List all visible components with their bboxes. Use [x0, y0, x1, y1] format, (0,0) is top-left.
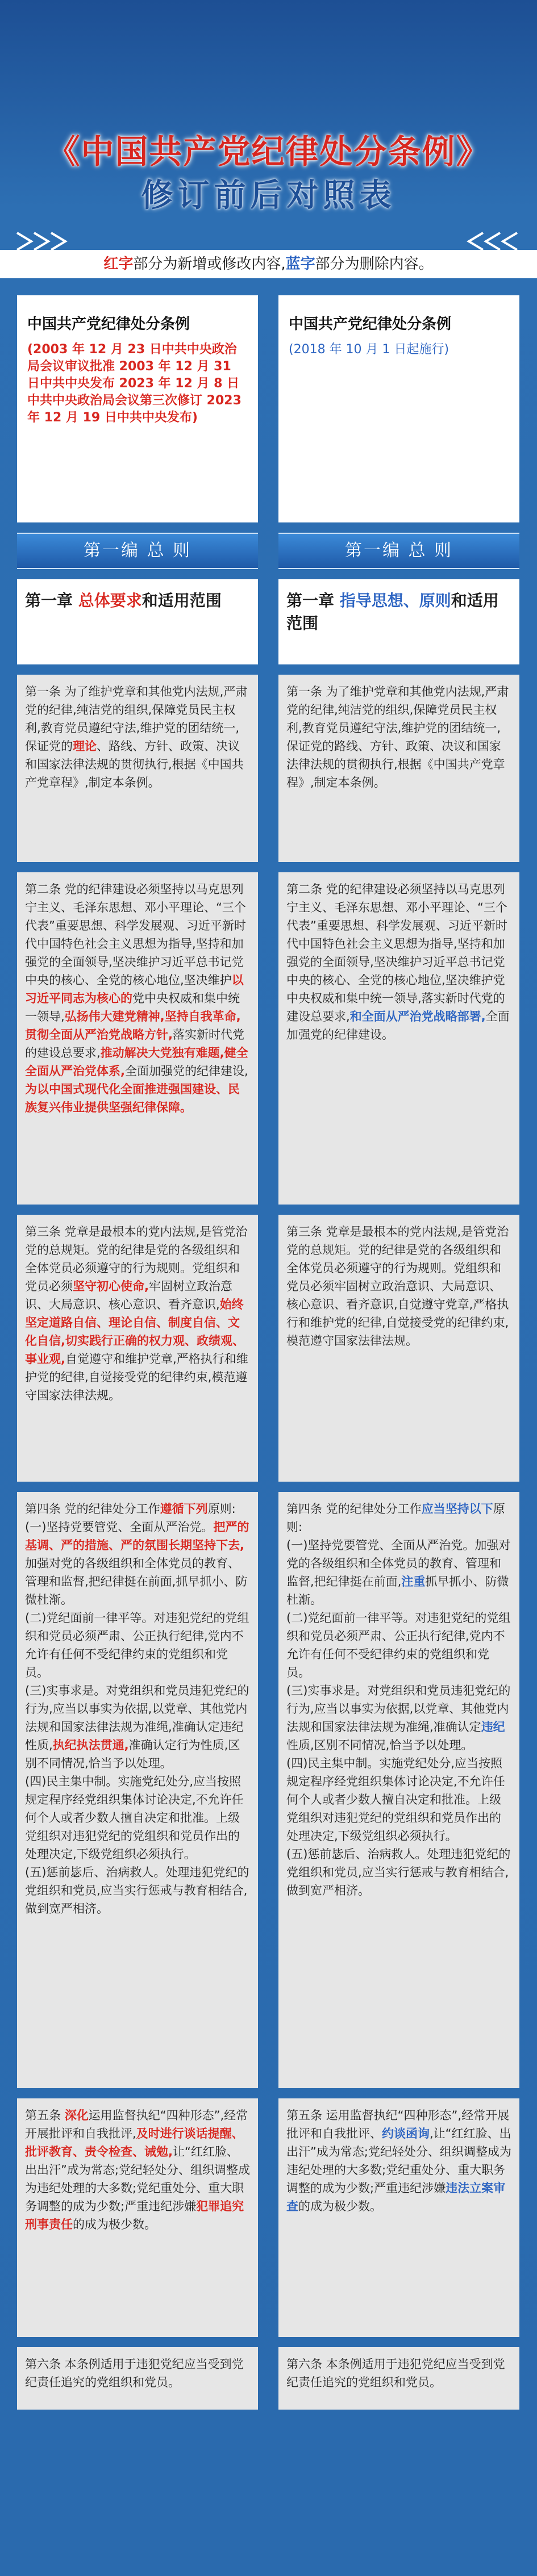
article-text: 原则:	[286, 1502, 505, 1534]
chapter-changed: 总体要求	[78, 591, 142, 610]
article-1	[17, 675, 258, 862]
chapter-rest: 和适用范围	[141, 591, 222, 610]
chapter-title	[278, 579, 519, 664]
article-added: 犯罪追究刑事责任	[25, 2199, 244, 2231]
column-heading: 中国共产党纪律处分条例	[27, 316, 190, 333]
article-added: 推动解决大党独有难题,健全全面从严治党体系,	[25, 1046, 248, 1078]
article-text: 第二条 党的纪律建设必须坚持以马克思列宁主义、毛泽东思想、邓小平理论、“三个代表”重要思想、科学发展观、习近平新时代中国特色社会主义思想为指导,坚持和加强党的全面领导,坚决维护习近平总书记党中央的核心、全党的核心地位,坚决维护	[25, 883, 246, 987]
column-subheading: (2003 年 12 月 23 日中共中央政治局会议审议批准 2003 年 12 月 31 日中共中央发布 2023 年 12 月 8 日中共中央政治局会议第三次修订 2023 年 12 月 19 日中共中央发布)	[27, 342, 242, 425]
article-text: (四)民主集中制。实施党纪处分,应当按照规定程序经党组织集体讨论决定,不允许任何个人或者少数人擅自决定和批准。上级党组织对违犯党纪的党组织和党员作出的处理决定,下级党组织必须执行。	[286, 1757, 505, 1843]
article-3	[278, 1215, 519, 1482]
article-text: 的成为极少数。	[73, 2218, 156, 2231]
legend-text: 部分为新增或修改内容,	[133, 256, 286, 273]
chapter-rest: 和适用范围	[286, 591, 499, 633]
column-revised	[17, 295, 258, 2410]
article-text: (一)坚持党要管党、全面从严治党。	[25, 1520, 214, 1534]
article-text: 落实新时代党的建设总要求,	[25, 1028, 244, 1060]
article-text: 第一条 为了维护党章和其他党内法规,严肃党的纪律,纯洁党的组织,保障党员民主权利,教育党员遵纪守法,维护党的团结统一,保证党的	[25, 685, 248, 753]
article-added: 坚守初心使命,	[73, 1279, 149, 1293]
chapter-prefix: 第一章	[286, 591, 340, 610]
article-5	[17, 2098, 258, 2337]
column-original	[278, 295, 519, 2410]
article-text: (三)实事求是。对党组织和党员违犯党纪的行为,应当以事实为依据,以党章、其他党内法规和国家法律法规为准绳,准确认定违纪性质,	[25, 1684, 249, 1752]
article-removed: 违法立案审查	[286, 2181, 506, 2213]
legend-notice	[0, 250, 537, 278]
page-title: 《中国共产党纪律处分条例》	[47, 132, 490, 171]
article-added: 以习近平同志为核心的	[25, 973, 244, 1005]
article-4	[278, 1492, 519, 2088]
article-text: 性质,区别不同情况,恰当予以处理。	[286, 1738, 473, 1752]
article-text: 党中央权威和集中统一领导,	[25, 992, 240, 1023]
chapter-removed: 指导思想、原则	[339, 591, 451, 610]
column-header	[17, 295, 258, 522]
article-6	[17, 2347, 258, 2410]
legend-text: 部分为删除内容。	[315, 256, 434, 273]
article-text: 第三条 党章是最根本的党内法规,是管党治党的总规矩。党的纪律是党的各级组织和全体党员必须遵守的行为规则。党组织和党员必须	[25, 1225, 248, 1293]
chevron-decoration-icon	[463, 230, 526, 253]
article-added: 把严的基调、严的措施、严的氛围长期坚持下去,	[25, 1520, 249, 1552]
part-bar: 第一编 总 则	[278, 533, 519, 569]
article-text: 、路线、方针、政策、决议和国家法律法规的贯彻执行,根据《中国共产党章程》,制定本条例。	[25, 739, 244, 789]
column-header	[278, 295, 519, 522]
column-subheading: (2018 年 10 月 1 日起施行)	[289, 342, 449, 357]
article-text: ,让“红红脸、出出汗”成为常态;党纪轻处分、组织调整成为违纪处理的大多数;党纪重处分、重大职务调整的成为少数;严重违纪涉嫌	[286, 2127, 511, 2195]
article-removed: 注重	[401, 1575, 426, 1588]
article-text: 原则:	[207, 1502, 236, 1516]
article-added: 弘扬伟大建党精神,坚持自我革命,贯彻全面从严治党战略方针,	[25, 1010, 241, 1042]
article-text: 第六条 本条例适用于违犯党纪应当受到党纪责任追究的党组织和党员。	[286, 2357, 505, 2389]
article-text: (二)党纪面前一律平等。对违犯党纪的党组织和党员必须严肃、公正执行纪律,党内不允许有任何不受纪律约束的党组织和党员。	[25, 1611, 249, 1679]
article-added: 遵循下列	[160, 1502, 208, 1516]
article-added: 理论	[73, 739, 97, 753]
article-added: 及时进行谈话提醒、批评教育、责令检查、诫勉,	[25, 2127, 244, 2159]
legend-blue: 蓝字	[285, 256, 315, 273]
legend-red: 红字	[103, 256, 134, 273]
article-added: 为以中国式现代化全面推进强国建设、民族复兴伟业提供坚强纪律保障。	[25, 1082, 240, 1114]
article-text: 自觉遵守和维护党章,严格执行和维护党的纪律,自觉接受党的纪律约束,模范遵守国家法律法规。	[25, 1352, 248, 1402]
article-text: 运用监督执纪“四种形态”,经常开展批评和自我批评,	[25, 2109, 248, 2140]
page-subtitle: 修订前后对照表	[141, 177, 396, 214]
article-text: 第五条	[25, 2109, 65, 2122]
article-text: (五)惩前毖后、治病救人。处理违犯党纪的党组织和党员,应当实行惩戒与教育相结合,做到宽严相济。	[286, 1847, 511, 1897]
article-text: 第四条 党的纪律处分工作	[286, 1502, 422, 1516]
article-removed: 违纪	[481, 1720, 505, 1734]
article-text: 牢固树立政治意识、大局意识、核心意识、看齐意识,	[25, 1279, 232, 1311]
article-text: (五)惩前毖后、治病救人。处理违犯党纪的党组织和党员,应当实行惩戒与教育相结合,做到宽严相济。	[25, 1866, 249, 1916]
article-text: 准确认定行为性质,区别不同情况,恰当予以处理。	[25, 1738, 240, 1770]
article-5	[278, 2098, 519, 2337]
article-text: (二)党纪面前一律平等。对违犯党纪的党组织和党员必须严肃、公正执行纪律,党内不允许有任何不受纪律约束的党组织和党员。	[286, 1611, 511, 1679]
article-4	[17, 1492, 258, 2088]
chapter-title	[17, 579, 258, 664]
article-text: (三)实事求是。对党组织和党员违犯党纪的行为,应当以事实为依据,以党章、其他党内法规和国家法律法规为准绳,准确认定	[286, 1684, 511, 1734]
article-text: 的成为极少数。	[298, 2199, 382, 2213]
article-6	[278, 2347, 519, 2410]
article-text: 全面加强党的纪律建设,	[124, 1064, 248, 1078]
article-text: 全面加强党的纪律建设。	[286, 1010, 510, 1042]
article-added: 深化	[64, 2109, 89, 2122]
article-added: 始终坚定道路自信、理论自信、制度自信、文化自信,切实践行正确的权力观、政绩观、事业观,	[25, 1298, 244, 1366]
article-2	[17, 872, 258, 1205]
article-3	[17, 1215, 258, 1482]
chevron-decoration-icon	[11, 230, 74, 253]
article-removed: 应当坚持以下	[421, 1502, 493, 1516]
article-removed: 和全面从严治党战略部署,	[349, 1010, 486, 1023]
article-1	[278, 675, 519, 862]
article-text: 加强对党的各级组织和全体党员的教育、管理和监督,把纪律挺在前面,抓早抓小、防微杜渐。	[25, 1557, 248, 1607]
article-text: 让“红红脸、出出汗”成为常态;党纪轻处分、组织调整成为违纪处理的大多数;党纪重处分、重大职务调整的成为少数;严重违纪涉嫌	[25, 2145, 250, 2213]
article-removed: 约谈函询	[382, 2127, 430, 2140]
chapter-prefix: 第一章	[25, 591, 78, 610]
article-added: 执纪执法贯通,	[52, 1738, 129, 1752]
article-text: (一)坚持党要管党、全面从严治党。加强对党的各级组织和全体党员的教育、管理和监督,把纪律挺在前面,	[286, 1538, 511, 1588]
article-text: 第三条 党章是最根本的党内法规,是管党治党的总规矩。党的纪律是党的各级组织和全体党员必须遵守的行为规则。党组织和党员必须牢固树立政治意识、大局意识、核心意识、看齐意识,自觉遵守党章,严格执行和维护党的纪律,自觉接受党的纪律约束,模范遵守国家法律法规。	[286, 1225, 509, 1348]
article-text: 第二条 党的纪律建设必须坚持以马克思列宁主义、毛泽东思想、邓小平理论、“三个代表”重要思想、科学发展观、习近平新时代中国特色社会主义思想为指导,坚持和加强党的全面领导,坚决维护习近平总书记党中央的核心、全党的核心地位,坚决维护党中央权威和集中统一领导,落实新时代党的建设总要求,	[286, 883, 507, 1023]
article-text: 第五条 运用监督执纪“四种形态”,经常开展批评和自我批评、	[286, 2109, 510, 2140]
column-heading: 中国共产党纪律处分条例	[289, 316, 452, 333]
article-text: 抓早抓小、防微杜渐。	[286, 1575, 509, 1607]
article-text: 第六条 本条例适用于违犯党纪应当受到党纪责任追究的党组织和党员。	[25, 2357, 244, 2389]
article-2	[278, 872, 519, 1205]
article-text: 第四条 党的纪律处分工作	[25, 1502, 160, 1516]
article-text: (四)民主集中制。实施党纪处分,应当按照规定程序经党组织集体讨论决定,不允许任何个人或者少数人擅自决定和批准。上级党组织对违犯党纪的党组织和党员作出的处理决定,下级党组织必须执行。	[25, 1775, 244, 1861]
article-text: 第一条 为了维护党章和其他党内法规,严肃党的纪律,纯洁党的组织,保障党员民主权利,教育党员遵纪守法,维护党的团结统一,保证党的路线、方针、政策、决议和国家法律法规的贯彻执行,根据《中国共产党章程》,制定本条例。	[286, 685, 509, 789]
hero-banner	[0, 0, 537, 284]
part-bar: 第一编 总 则	[17, 533, 258, 569]
